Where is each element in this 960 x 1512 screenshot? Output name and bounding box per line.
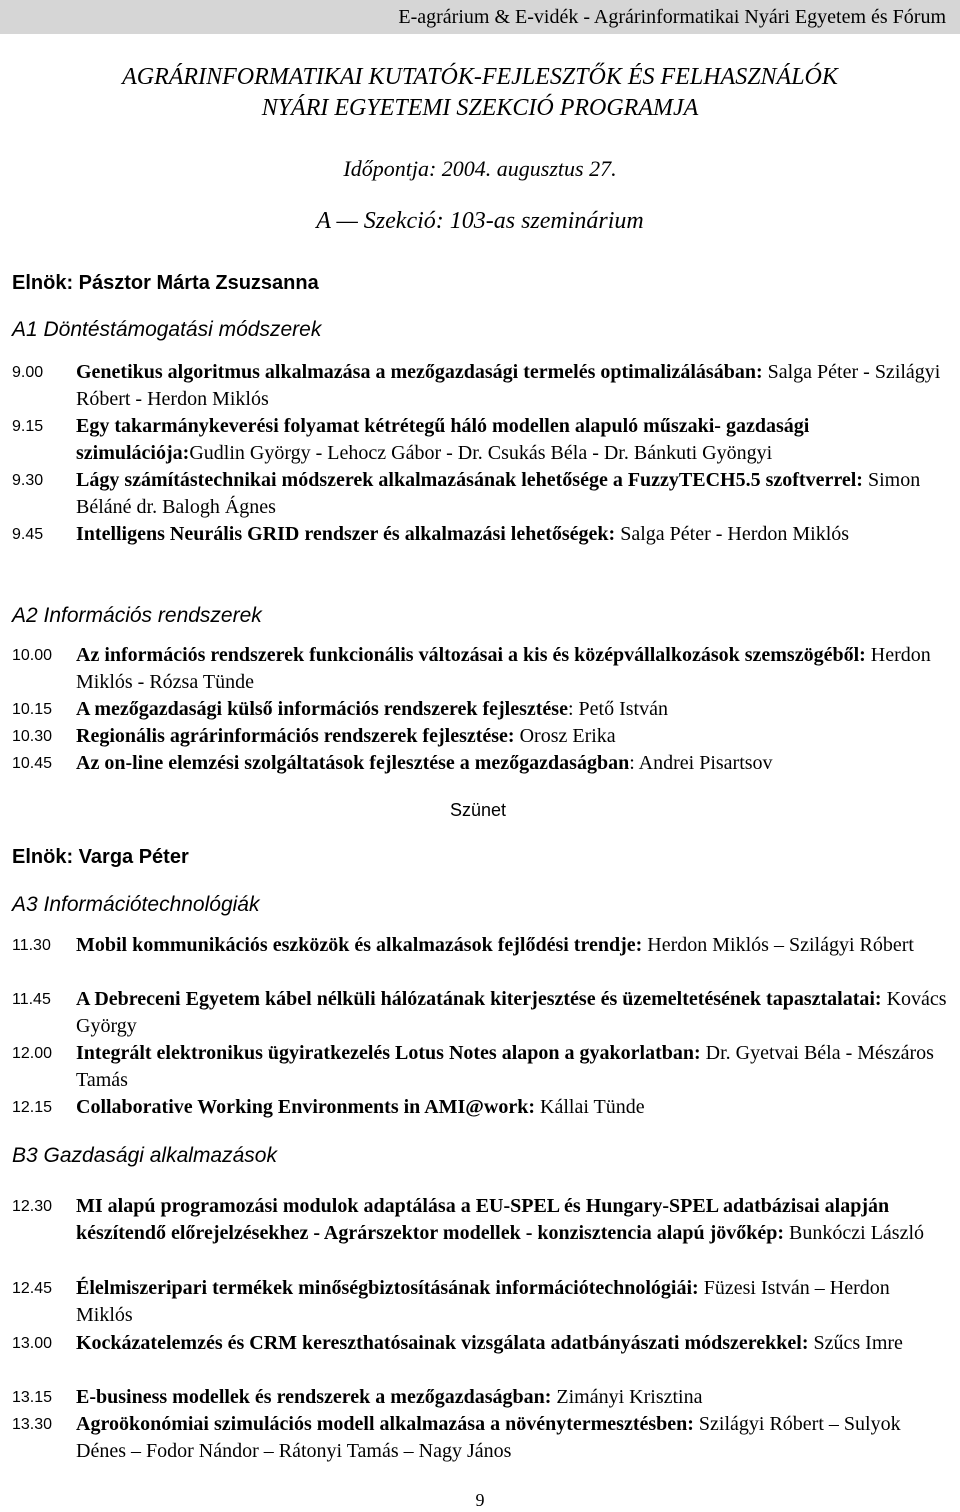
item-time: 12.15 xyxy=(12,1099,53,1116)
item-authors: : Pető István xyxy=(567,698,668,720)
chair-2: Elnök: Varga Péter xyxy=(12,846,189,868)
program-item xyxy=(12,642,948,696)
page-number: 9 xyxy=(475,1490,485,1510)
item-time: 9.45 xyxy=(12,526,44,543)
item-title: Collaborative Working Environments in AMI@work: xyxy=(76,1096,536,1118)
session-heading-a2: A2 Információs rendszerek xyxy=(12,604,262,627)
program-item xyxy=(12,359,948,413)
page-header: E-agrárium & E-vidék - Agrárinformatikai Nyári Egyetem és Fórum xyxy=(0,0,960,34)
item-authors: Kovács György xyxy=(76,988,947,1037)
item-authors: Kállai Tünde xyxy=(535,1096,645,1118)
program-item xyxy=(12,750,948,777)
item-title: MI alapú programozási modulok adaptálása a EU-SPEL és Hungary-SPEL adatbázisai alapján készítendő előrejelzésekhez - Agrárszektor modellek - konzisztencia alapú jövőkép: xyxy=(76,1195,890,1244)
item-title: Az on-line elemzési szolgáltatások fejlesztése a mezőgazdaságban xyxy=(76,752,630,774)
item-time: 13.00 xyxy=(12,1335,53,1352)
item-authors: Gudlin György - Lehocz Gábor - Dr. Csukás Béla - Dr. Bánkuti Gyöngyi xyxy=(189,442,773,464)
item-title: Egy takarmánykeverési folyamat kétrétegű háló modellen alapuló műszaki- gazdasági szimulációja: xyxy=(76,415,810,464)
item-title: Integrált elektronikus ügyiratkezelés Lotus Notes alapon a gyakorlatban: xyxy=(76,1042,701,1064)
item-authors: Herdon Miklós – Szilágyi Róbert xyxy=(642,934,914,956)
item-title: A Debreceni Egyetem kábel nélküli hálózatának kiterjesztése és üzemeltetésének tapasztalatai: xyxy=(76,988,882,1010)
item-time: 12.45 xyxy=(12,1280,53,1297)
item-time: 12.00 xyxy=(12,1045,53,1062)
program-item xyxy=(12,1094,948,1121)
section-title: A — Szekció: 103-as szeminárium xyxy=(316,208,644,234)
program-item xyxy=(12,1384,948,1411)
item-title: Regionális agrárinformációs rendszerek fejlesztése: xyxy=(76,725,515,747)
program-item xyxy=(12,1330,948,1357)
title-line-2: NYÁRI EGYETEMI SZEKCIÓ PROGRAMJA xyxy=(261,95,699,121)
program-item xyxy=(12,932,948,959)
item-authors: Bunkóczi László xyxy=(784,1222,925,1244)
program-item xyxy=(12,1411,948,1465)
title-line-1: AGRÁRINFORMATIKAI KUTATÓK-FEJLESZTŐK ÉS FELHASZNÁLÓK xyxy=(122,64,838,90)
break-label: Szünet xyxy=(450,800,507,820)
item-time: 13.15 xyxy=(12,1389,53,1406)
session-heading-b3: B3 Gazdasági alkalmazások xyxy=(12,1144,277,1167)
program-item xyxy=(12,1193,948,1247)
document-title xyxy=(0,62,960,124)
item-title: Az információs rendszerek funkcionális változásai a kis és középvállalkozások szemszögéből: xyxy=(76,644,866,666)
item-time: 10.15 xyxy=(12,701,53,718)
item-time: 10.45 xyxy=(12,755,53,772)
item-authors: Zimányi Krisztina xyxy=(551,1386,703,1408)
item-authors: Orosz Erika xyxy=(514,725,616,747)
session-heading-a1: A1 Döntéstámogatási módszerek xyxy=(12,318,322,341)
item-time: 12.30 xyxy=(12,1198,53,1215)
session-heading-a3: A3 Információtechnológiák xyxy=(12,893,260,916)
program-item xyxy=(12,696,948,723)
item-authors: Salga Péter - Herdon Miklós xyxy=(615,523,850,545)
item-title: E-business modellek és rendszerek a mezőgazdaságban: xyxy=(76,1386,552,1408)
item-authors: Szilágyi Róbert – Sulyok Dénes – Fodor Nándor – Rátonyi Tamás – Nagy János xyxy=(76,1413,901,1462)
item-title: Genetikus algoritmus alkalmazása a mezőgazdasági termelés optimalizálásában: xyxy=(76,361,763,383)
program-item xyxy=(12,467,948,521)
item-authors: Simon Béláné dr. Balogh Ágnes xyxy=(76,469,921,518)
program-item xyxy=(12,521,948,548)
item-title: A mezőgazdasági külső információs rendszerek fejlesztése xyxy=(76,698,568,720)
item-title: Mobil kommunikációs eszközök és alkalmazások fejlődési trendje: xyxy=(76,934,643,956)
item-authors: Füzesi István – Herdon Miklós xyxy=(76,1277,890,1326)
program-item xyxy=(12,1275,948,1329)
item-authors: : Andrei Pisartsov xyxy=(629,752,773,774)
item-time: 11.45 xyxy=(12,991,51,1008)
item-title: Lágy számítástechnikai módszerek alkalmazásának lehetősége a FuzzyTECH5.5 szoftverrel: xyxy=(76,469,863,491)
item-authors: Herdon Miklós - Rózsa Tünde xyxy=(76,644,931,693)
item-authors: Salga Péter - Szilágyi Róbert - Herdon Miklós xyxy=(76,361,941,410)
item-title: Kockázatelemzés és CRM kereszthatósainak vizsgálata adatbányászati módszerekkel: xyxy=(76,1332,809,1354)
item-authors: Dr. Gyetvai Béla - Mészáros Tamás xyxy=(76,1042,934,1091)
item-time: 9.30 xyxy=(12,472,44,489)
item-time: 13.30 xyxy=(12,1416,53,1433)
program-item xyxy=(12,723,948,750)
program-item xyxy=(12,413,948,467)
item-title: Intelligens Neurális GRID rendszer és alkalmazási lehetőségek: xyxy=(76,523,616,545)
item-time: 9.00 xyxy=(12,364,44,381)
program-item xyxy=(12,986,948,1040)
item-title: Élelmiszeripari termékek minőségbiztosításának információtechnológiái: xyxy=(76,1277,699,1299)
item-time: 11.30 xyxy=(12,937,51,954)
chair-1: Elnök: Pásztor Márta Zsuzsanna xyxy=(12,272,319,294)
item-title: Agroökonómiai szimulációs modell alkalmazása a növénytermesztésben: xyxy=(76,1413,694,1435)
event-date: Időpontja: 2004. augusztus 27. xyxy=(343,156,617,181)
item-time: 9.15 xyxy=(12,418,44,435)
item-time: 10.00 xyxy=(12,647,53,664)
program-item xyxy=(12,1040,948,1094)
item-authors: Szűcs Imre xyxy=(808,1332,903,1354)
item-time: 10.30 xyxy=(12,728,53,745)
